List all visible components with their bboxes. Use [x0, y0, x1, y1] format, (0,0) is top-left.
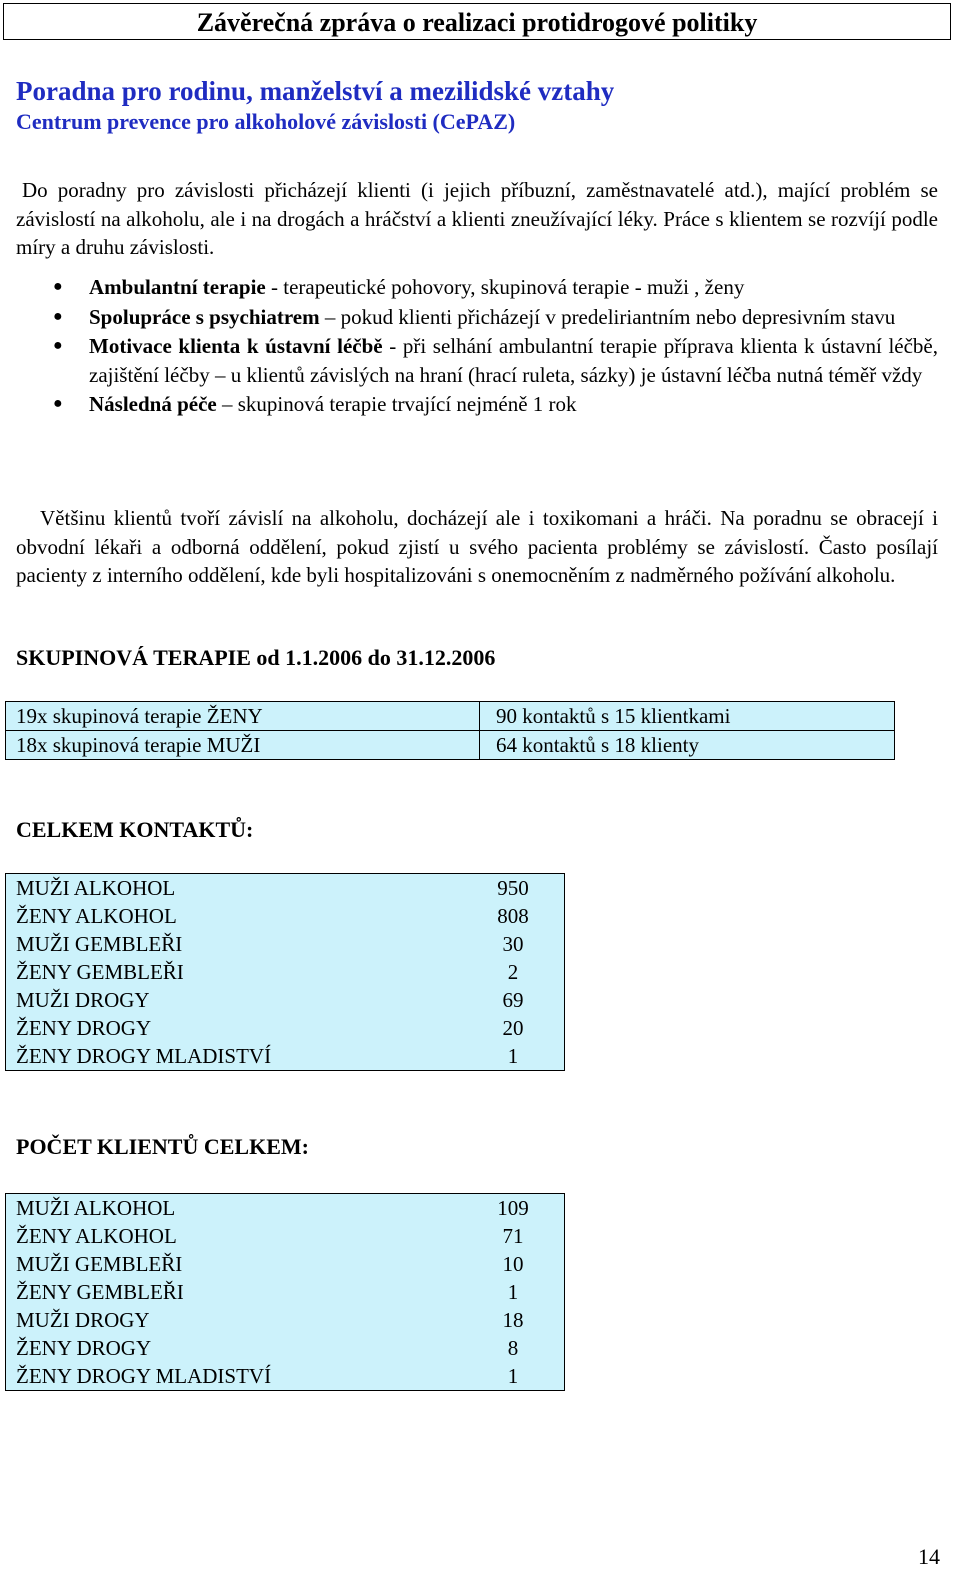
bullet-icon: ● — [53, 307, 63, 325]
category-label: MUŽI ALKOHOL — [6, 1194, 459, 1223]
table-row — [6, 1362, 565, 1391]
intro-paragraph: Do poradny pro závislosti přicházejí klienti (i jejich příbuzní, zaměstnavatelé atd.), mající problém se závislostí na alkoholu, ale i na drogách a hráčství a klienti zneužívající léky. Práce s klientem se rozvíjí podle míry a druhu závislosti. — [16, 178, 938, 259]
category-label: ŽENY DROGY — [6, 1014, 459, 1042]
therapy-sessions-cell: 18x skupinová terapie MUŽI — [6, 731, 480, 760]
service-text: terapeutické pohovory, skupinová terapie - muži , ženy — [283, 275, 745, 299]
organization-subname: Centrum prevence pro alkoholové závislosti (CePAZ) — [16, 109, 516, 134]
category-label: ŽENY ALKOHOL — [6, 1222, 459, 1250]
category-value: 8 — [458, 1334, 565, 1362]
bullet-icon: ● — [53, 278, 63, 295]
group-therapy-table — [5, 701, 895, 760]
table-row — [6, 1194, 565, 1223]
category-value: 20 — [458, 1014, 565, 1042]
list-item: ● Následná péče – skupinová terapie trvající nejméně 1 rok — [16, 390, 938, 419]
category-value: 1 — [458, 1278, 565, 1306]
category-value: 1 — [458, 1362, 565, 1391]
category-value: 10 — [458, 1250, 565, 1278]
list-item: ● Ambulantní terapie - terapeutické pohovory, skupinová terapie - muži , ženy — [16, 273, 938, 302]
list-item: ● Motivace klienta k ústavní léčbě - při selhání ambulantní terapie příprava klienta k ústavní léčbě, zajištění léčby – u klientů závislých na hraní (hrací ruleta, sázky) je ústavní léčba nutná téměř vždy — [53, 334, 938, 387]
table-row — [6, 958, 565, 986]
category-value: 69 — [458, 986, 565, 1014]
table-row — [6, 1042, 565, 1071]
category-label: MUŽI GEMBLEŘI — [6, 1250, 459, 1278]
category-value: 109 — [458, 1194, 565, 1223]
table-row — [6, 930, 565, 958]
list-item: ● Spolupráce s psychiatrem – pokud klienti přicházejí v predeliriantním nebo depresivním stavu — [16, 303, 938, 332]
table-row — [6, 1222, 565, 1250]
total-clients-table — [5, 1193, 565, 1391]
group-therapy-heading: SKUPINOVÁ TERAPIE od 1.1.2006 do 31.12.2006 — [16, 645, 496, 670]
table-row — [6, 1306, 565, 1334]
service-title: Následná péče — [89, 392, 217, 416]
total-contacts-table — [5, 873, 565, 1071]
total-contacts-heading: CELKEM KONTAKTŮ: — [16, 817, 254, 842]
category-value: 30 — [458, 930, 565, 958]
category-value: 1 — [458, 1042, 565, 1071]
category-value: 2 — [458, 958, 565, 986]
category-label: MUŽI ALKOHOL — [6, 874, 459, 903]
category-value: 71 — [458, 1222, 565, 1250]
category-label: MUŽI GEMBLEŘI — [6, 930, 459, 958]
bullet-icon: ● — [53, 395, 63, 412]
category-label: ŽENY GEMBLEŘI — [6, 958, 459, 986]
service-text: při selhání ambulantní terapie příprava klienta k ústavní léčbě, zajištění léčby – u klientů závislých na hraní (hrací ruleta, sázky) je ústavní léčba nutná téměř vždy — [89, 334, 938, 387]
table-row — [6, 702, 895, 731]
therapy-contacts-cell: 64 kontaktů s 18 klienty — [480, 731, 895, 760]
category-value: 950 — [458, 874, 565, 903]
table-row — [6, 1014, 565, 1042]
table-row — [6, 1250, 565, 1278]
therapy-sessions-cell: 19x skupinová terapie ŽENY — [6, 702, 480, 731]
total-clients-heading: POČET KLIENTŮ CELKEM: — [16, 1134, 309, 1159]
therapy-contacts-cell: 90 kontaktů s 15 klientkami — [480, 702, 895, 731]
category-label: ŽENY DROGY — [6, 1334, 459, 1362]
report-title: Závěrečná zpráva o realizaci protidrogové politiky — [3, 3, 951, 40]
service-title: Ambulantní terapie — [89, 275, 266, 299]
table-row — [6, 731, 895, 760]
table-row — [6, 902, 565, 930]
page-number: 14 — [918, 1544, 940, 1569]
category-value: 18 — [458, 1306, 565, 1334]
category-label: ŽENY ALKOHOL — [6, 902, 459, 930]
bullet-icon: ● — [53, 337, 63, 354]
table-row — [6, 1334, 565, 1362]
table-row — [6, 874, 565, 903]
category-label: MUŽI DROGY — [6, 1306, 459, 1334]
table-row — [6, 986, 565, 1014]
service-title: Motivace klienta k ústavní léčbě — [89, 334, 383, 358]
service-title: Spolupráce s psychiatrem — [89, 304, 320, 329]
summary-paragraph: Většinu klientů tvoří závislí na alkoholu, docházejí ale i toxikomani a hráči. Na poradnu se obracejí i obvodní lékaři a odborná oddělení, pokud zjistí u svého pacienta problémy se závislostí. Často posílají pacienty z interního oddělení, kde byli hospitalizováni s onemocněním z nadměrného požívání alkoholu. — [16, 506, 938, 587]
organization-name: Poradna pro rodinu, manželství a mezilidské vztahy — [16, 76, 615, 106]
category-label: ŽENY DROGY MLADISTVÍ — [6, 1362, 459, 1391]
service-text: skupinová terapie trvající nejméně 1 rok — [237, 392, 577, 416]
category-value: 808 — [458, 902, 565, 930]
table-row — [6, 1278, 565, 1306]
service-text: pokud klienti přicházejí v predeliriantním nebo depresivním stavu — [340, 304, 896, 329]
services-list — [16, 273, 938, 420]
category-label: ŽENY DROGY MLADISTVÍ — [6, 1042, 459, 1071]
category-label: ŽENY GEMBLEŘI — [6, 1278, 459, 1306]
category-label: MUŽI DROGY — [6, 986, 459, 1014]
